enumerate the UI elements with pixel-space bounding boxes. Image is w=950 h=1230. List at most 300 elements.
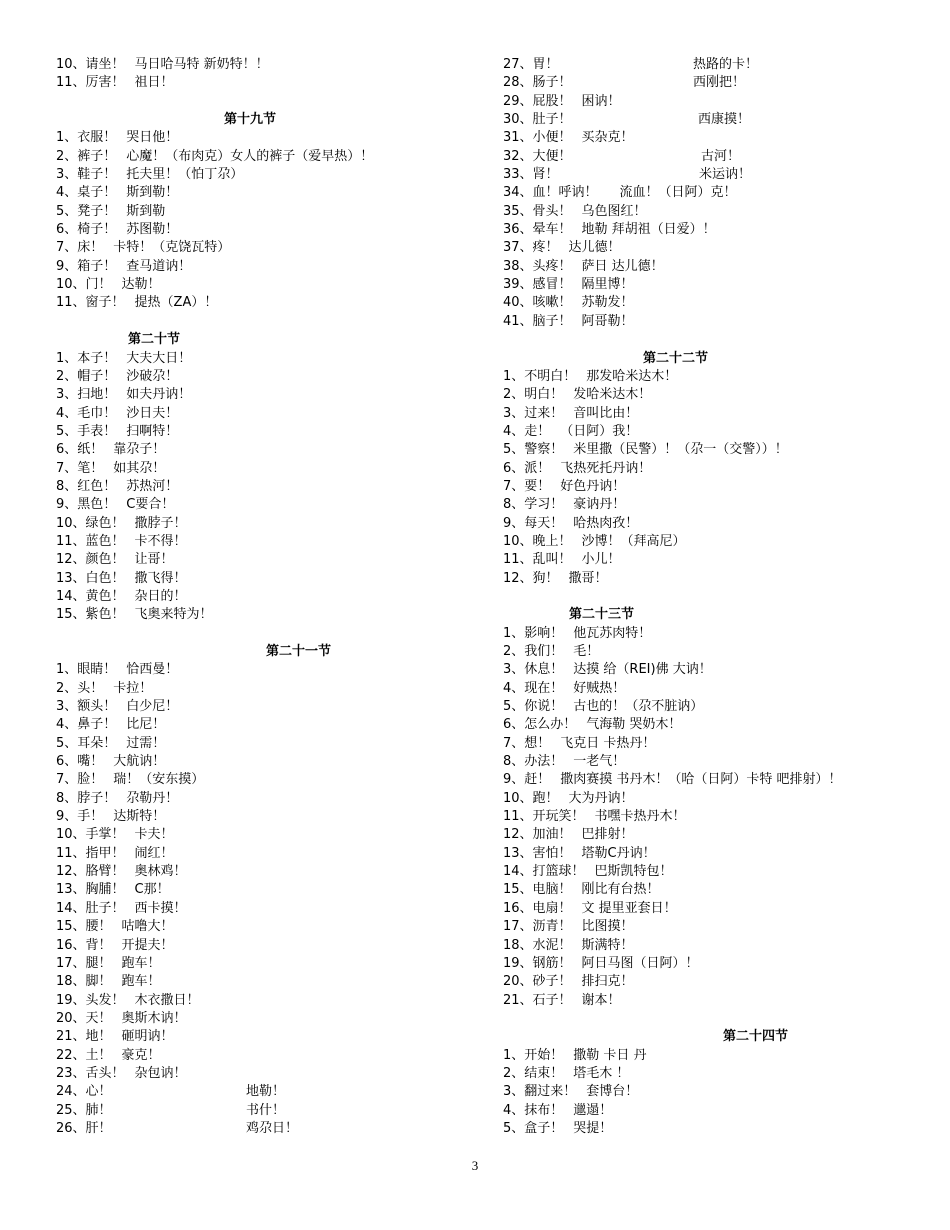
pronunciation: 排扫克！ [581,974,634,990]
pronunciation: 卡拉！ [113,680,153,696]
chinese-term: 1、本子！ [56,350,117,366]
chinese-term: 11、乱叫！ [503,552,572,568]
chinese-term: 26、肝！ [56,1120,112,1136]
chinese-term: 32、大便！ [503,148,572,164]
vocab-entry [56,386,456,404]
vocab-entry [56,129,456,147]
pronunciation: 那发哈米达木！ [586,368,678,384]
pronunciation: 古也的！（尕不脏讷） [573,699,704,715]
chinese-term: 9、箱子！ [56,258,117,274]
chinese-term: 18、脚！ [56,974,112,990]
vocab-entry [56,955,456,973]
vocab-entry [503,74,903,92]
vocab-entry [56,716,456,734]
chinese-term: 13、胸脯！ [56,882,125,898]
vocab-entry [503,496,903,514]
chinese-term: 9、黑色！ [56,497,117,513]
spacer [503,1010,903,1028]
pronunciation: 如夫丹讷！ [126,387,192,403]
chinese-term: 3、鞋子！ [56,167,117,183]
spacer [503,331,903,349]
chinese-term: 38、头疼！ [503,258,572,274]
pronunciation: 巴斯凯特包！ [594,864,673,880]
chinese-term: 36、晕车！ [503,222,572,238]
pronunciation: 刚比有台热！ [581,882,660,898]
chinese-term: 12、胳臂！ [56,864,125,880]
chinese-term: 33、肾！ [503,167,559,183]
chinese-term: 7、要！ [503,478,551,494]
chinese-term: 24、心！ [56,1084,112,1100]
section-heading: 第二十节 [128,332,181,348]
vocab-entry [56,368,456,386]
pronunciation: 谢本！ [581,992,621,1008]
pronunciation: 提热（ZA）！ [134,295,218,311]
pronunciation: 米里撒（民警）！（尕一（交警））！ [573,442,788,458]
chinese-term: 7、笔！ [56,460,104,476]
vocab-entry [503,1120,903,1138]
vocab-entry [503,1102,903,1120]
vocab-entry [56,900,456,918]
pronunciation: 阿哥勒！ [581,313,634,329]
chinese-term: 8、脖子！ [56,790,117,806]
chinese-term: 12、加油！ [503,827,572,843]
chinese-term: 9、每天！ [503,515,564,531]
chinese-term: 11、开玩笑！ [503,809,585,825]
pronunciation: 杂日的！ [134,588,187,604]
spacer [56,93,456,111]
pronunciation: 塔毛木 ！ [573,1065,630,1081]
pronunciation: 木衣撒日！ [134,992,200,1008]
pronunciation: 斯到勒 [126,203,166,219]
vocab-entry [503,111,903,129]
vocab-entry [503,735,903,753]
pronunciation: 奥斯木讷！ [121,1010,187,1026]
chinese-term: 20、天！ [56,1010,112,1026]
pronunciation: 小儿！ [581,552,621,568]
chinese-term: 1、开始！ [503,1047,564,1063]
vocab-entry [56,56,456,74]
vocab-entry [56,753,456,771]
vocab-entry [503,900,903,918]
vocab-entry [56,992,456,1010]
chinese-term: 5、警察！ [503,442,564,458]
chinese-term: 6、派！ [503,460,551,476]
vocab-entry [56,441,456,459]
vocab-entry [503,551,903,569]
pronunciation: 卡不得！ [134,533,187,549]
chinese-term: 9、赶！ [503,772,551,788]
chinese-term: 10、门！ [56,277,112,293]
chinese-term: 2、头！ [56,680,104,696]
vocab-entry [56,533,456,551]
chinese-term: 30、肚子！ [503,112,572,128]
vocab-entry [56,698,456,716]
chinese-term: 9、手！ [56,809,104,825]
pronunciation: 马日哈马特 新奶特！！ [134,57,269,72]
chinese-term: 1、不明白！ [503,368,577,384]
vocab-entry [503,826,903,844]
chinese-term: 34、血！呼讷！ [503,185,598,201]
chinese-term: 35、骨头！ [503,203,572,219]
pronunciation: 跑车！ [121,955,161,971]
pronunciation: 气海勒 哭奶木！ [586,717,682,733]
pronunciation: 砸明讷！ [121,1029,174,1045]
pronunciation: 飞克日 卡热丹！ [560,735,656,751]
vocab-entry [503,93,903,111]
vocab-entry [56,661,456,679]
vocab-entry [56,808,456,826]
vocab-entry [503,716,903,734]
chinese-term: 2、裤子！ [56,148,117,164]
chinese-term: 2、结束！ [503,1065,564,1081]
chinese-term: 11、蓝色！ [56,533,125,549]
vocab-entry [503,661,903,679]
pronunciation: 音叫比由！ [573,405,639,421]
pronunciation: 开提夫！ [121,937,174,953]
pronunciation: 书嘿卡热丹木！ [594,809,686,825]
chinese-term: 31、小便！ [503,130,572,146]
chinese-term: 7、床！ [56,240,104,256]
chinese-term: 1、眼睛！ [56,662,117,678]
pronunciation: 苏图勒！ [126,222,179,238]
pronunciation: 哭日他！ [126,130,179,146]
chinese-term: 1、衣服！ [56,130,117,146]
pronunciation: 他瓦苏肉特！ [573,625,652,641]
pronunciation: 地勒 拜胡祖（日爱）！ [581,222,716,238]
vocab-entry [56,276,456,294]
chinese-term: 2、我们！ [503,644,564,659]
pronunciation: 热路的卡！ [693,57,759,72]
chinese-term: 5、你说！ [503,699,564,715]
vocab-entry [56,239,456,257]
vocab-entry [56,294,456,312]
pronunciation: 靠尕子！ [113,442,166,458]
chinese-term: 27、胃！ [503,57,559,72]
chinese-term: 3、扫地！ [56,387,117,403]
chinese-term: 39、感冒！ [503,277,572,293]
vocab-entry [503,625,903,643]
section-heading: 第十九节 [224,112,277,128]
chinese-term: 16、电扇！ [503,900,572,916]
pronunciation: 飞热死托丹讷！ [560,460,652,476]
chinese-term: 25、肺！ [56,1102,112,1118]
pronunciation: 尕勒丹！ [126,790,179,806]
vocab-entry [56,1065,456,1083]
pronunciation: 大夫大日！ [126,350,192,366]
pronunciation: 巴排射！ [581,827,634,843]
pronunciation: 哈热肉孜！ [573,515,639,531]
vocab-entry [56,1083,456,1101]
vocab-entry [56,937,456,955]
vocab-entry [56,74,456,92]
pronunciation: 豪克！ [121,1047,161,1063]
vocab-entry [503,992,903,1010]
vocab-entry [503,790,903,808]
vocab-entry [56,918,456,936]
chinese-term: 4、毛巾！ [56,405,117,421]
chinese-term: 3、过来！ [503,405,564,421]
vocab-entry [56,735,456,753]
vocab-entry [56,680,456,698]
vocab-entry [56,973,456,991]
vocab-entry [503,221,903,239]
pronunciation: 困讷！ [581,93,621,109]
pronunciation: 撒肉赛摸 书丹木！（哈（日阿）卡特 吧排射）！ [560,772,842,788]
vocab-entry [503,184,903,202]
vocab-entry [56,496,456,514]
pronunciation: 买杂克！ [581,130,634,146]
chinese-term: 4、鼻子！ [56,717,117,733]
pronunciation: 比图摸！ [581,919,634,935]
pronunciation: 卡夫！ [134,827,174,843]
pronunciation: 苏热河！ [126,478,179,494]
pronunciation: 跑车！ [121,974,161,990]
chinese-term: 10、跑！ [503,790,559,806]
pronunciation: 好色丹讷！ [560,478,626,494]
pronunciation: 豪讷丹！ [573,497,626,513]
pronunciation: 祖日！ [134,75,174,91]
chinese-term: 11、窗子！ [56,295,125,311]
vocab-entry [503,1047,903,1065]
spacer [503,588,903,606]
pronunciation: C那！ [134,882,170,898]
chinese-term: 19、头发！ [56,992,125,1008]
chinese-term: 2、帽子！ [56,368,117,384]
pronunciation: 沙破尕！ [126,368,179,384]
pronunciation: 达斯特！ [113,809,166,825]
vocab-entry [503,845,903,863]
pronunciation: 撒飞得！ [134,570,187,586]
chinese-term: 14、黄色！ [56,588,125,604]
pronunciation: 达摸 给（REI)佛 大讷！ [573,662,712,678]
page-number: 3 [471,1158,479,1173]
right-column [503,56,903,1138]
vocab-entry [503,973,903,991]
vocab-entry [503,680,903,698]
chinese-term: 28、肠子！ [503,75,572,91]
vocab-entry [56,478,456,496]
pronunciation: 书什！ [246,1102,286,1118]
vocab-entry [503,203,903,221]
chinese-term: 8、红色！ [56,478,117,494]
pronunciation: 飞奥来特为！ [134,607,213,623]
pronunciation: 古河！ [701,148,741,164]
vocab-entry [503,515,903,533]
chinese-term: 15、腰！ [56,919,112,935]
vocab-entry [503,460,903,478]
pronunciation: 阿日马图（日阿）！ [581,955,699,971]
chinese-term: 6、椅子！ [56,222,117,238]
chinese-term: 20、砂子！ [503,974,572,990]
pronunciation: 过需！ [126,735,166,751]
pronunciation: 苏勒发！ [581,295,634,311]
chinese-term: 12、狗！ [503,570,559,586]
pronunciation: 奥林鸡！ [134,864,187,880]
pronunciation: 大航讷！ [113,754,166,770]
pronunciation: 卡特！（克饶瓦特） [113,240,231,256]
vocab-entry [503,533,903,551]
vocab-entry [503,863,903,881]
pronunciation: 发哈米达木！ [573,387,652,403]
chinese-term: 12、颜色！ [56,552,125,568]
chinese-term: 7、脸！ [56,772,104,788]
chinese-term: 15、电脑！ [503,882,572,898]
left-column [56,56,456,1138]
chinese-term: 4、桌子！ [56,185,117,201]
chinese-term: 3、额头！ [56,699,117,715]
pronunciation: 杂包讷！ [134,1065,187,1081]
chinese-term: 21、地！ [56,1029,112,1045]
pronunciation: 米运讷！ [699,167,752,183]
vocab-entry [56,771,456,789]
pronunciation: （日阿）我！ [560,423,639,439]
pronunciation: 流血！（日阿）克！ [619,185,737,201]
vocab-entry [56,405,456,423]
chinese-term: 5、凳子！ [56,203,117,219]
pronunciation: 文 提里亚套日！ [581,900,677,916]
chinese-term: 22、土！ [56,1047,112,1063]
chinese-term: 1、影响！ [503,625,564,641]
pronunciation: 扫啊特！ [126,423,179,439]
pronunciation: 哭提！ [573,1120,613,1136]
pronunciation: C要合！ [126,497,175,513]
chinese-term: 13、白色！ [56,570,125,586]
pronunciation: 斯满特！ [581,937,634,953]
pronunciation: 白少尼！ [126,699,179,715]
section-heading: 第二十三节 [569,607,635,623]
chinese-term: 10、手掌！ [56,827,125,843]
pronunciation: 斯到勒！ [126,185,179,201]
chinese-term: 16、背！ [56,937,112,953]
chinese-term: 19、钢筋！ [503,955,572,971]
vocab-entry [503,423,903,441]
pronunciation: 如其尕！ [113,460,166,476]
pronunciation: 撒勒 卡日 丹 [573,1047,647,1063]
vocab-entry [56,570,456,588]
vocab-entry [503,753,903,771]
vocab-entry [56,166,456,184]
spacer [56,625,456,643]
vocab-entry [503,368,903,386]
pronunciation: 好贼热！ [573,680,626,696]
pronunciation: 比尼！ [126,717,166,733]
vocab-entry [503,1083,903,1101]
pronunciation: 地勒！ [246,1084,286,1100]
pronunciation: 西康摸！ [698,112,751,128]
chinese-term: 4、现在！ [503,680,564,696]
pronunciation: 达勒！ [121,277,161,293]
pronunciation: 咕噜大！ [121,919,174,935]
pronunciation: 一老气！ [573,754,626,770]
chinese-term: 8、学习！ [503,497,564,513]
vocab-entry [503,698,903,716]
pronunciation: 塔勒C丹讷！ [581,845,656,861]
pronunciation: 西卡摸！ [134,900,187,916]
vocab-entry [56,1102,456,1120]
vocab-entry [503,166,903,184]
chinese-term: 18、水泥！ [503,937,572,953]
pronunciation: 撒哥！ [568,570,608,586]
vocab-entry [503,808,903,826]
vocab-entry [503,937,903,955]
vocab-entry [503,771,903,789]
vocab-entry [503,129,903,147]
spacer [56,313,456,331]
vocab-entry [503,441,903,459]
chinese-term: 4、走！ [503,423,551,439]
vocab-entry [56,826,456,844]
chinese-term: 41、脑子！ [503,313,572,329]
vocab-entry [56,551,456,569]
chinese-term: 21、石子！ [503,992,572,1008]
chinese-term: 8、办法！ [503,754,564,770]
chinese-term: 6、纸！ [56,442,104,458]
vocab-entry [503,1065,903,1083]
vocab-entry [503,276,903,294]
chinese-term: 13、害怕！ [503,845,572,861]
vocab-entry [503,918,903,936]
chinese-term: 10、请坐！ [56,57,125,72]
pronunciation: 查马道讷！ [126,258,192,274]
pronunciation: 西刚把！ [693,75,746,91]
chinese-term: 11、厉害！ [56,75,125,91]
chinese-term: 37、疼！ [503,240,559,256]
vocab-entry [503,258,903,276]
pronunciation: 邋遢！ [573,1102,613,1118]
chinese-term: 5、手表！ [56,423,117,439]
vocab-entry [56,881,456,899]
vocab-entry [56,350,456,368]
vocab-entry [56,258,456,276]
vocab-entry [56,863,456,881]
chinese-term: 5、耳朵！ [56,735,117,751]
chinese-term: 3、休息！ [503,662,564,678]
pronunciation: 萨日 达儿德！ [581,258,664,274]
chinese-term: 17、沥青！ [503,919,572,935]
chinese-term: 6、怎么办！ [503,717,577,733]
chinese-term: 6、嘴！ [56,754,104,770]
vocab-entry [503,643,903,661]
vocab-entry [503,56,903,74]
vocab-entry [503,478,903,496]
vocab-entry [56,515,456,533]
vocab-entry [503,148,903,166]
chinese-term: 10、晚上！ [503,533,572,549]
chinese-term: 7、想！ [503,735,551,751]
pronunciation: 毛！ [573,644,600,659]
pronunciation: 撒脖子！ [134,515,187,531]
pronunciation: 套博台！ [586,1084,639,1100]
vocab-entry [56,148,456,166]
pronunciation: 瑞！（安东摸） [113,772,205,788]
chinese-term: 14、肚子！ [56,900,125,916]
vocab-entry [503,386,903,404]
vocab-entry [56,790,456,808]
vocab-entry [56,184,456,202]
vocab-entry [503,570,903,588]
chinese-term: 4、抹布！ [503,1102,564,1118]
pronunciation: 让哥！ [134,552,174,568]
section-heading: 第二十四节 [723,1029,789,1045]
pronunciation: 恰西曼！ [126,662,179,678]
pronunciation: 沙日夫！ [126,405,179,421]
vocab-entry [503,955,903,973]
vocab-entry [56,203,456,221]
vocab-entry [503,239,903,257]
pronunciation: 沙博！（拜高尼） [581,533,686,549]
chinese-term: 2、明白！ [503,387,564,403]
vocab-entry [56,588,456,606]
